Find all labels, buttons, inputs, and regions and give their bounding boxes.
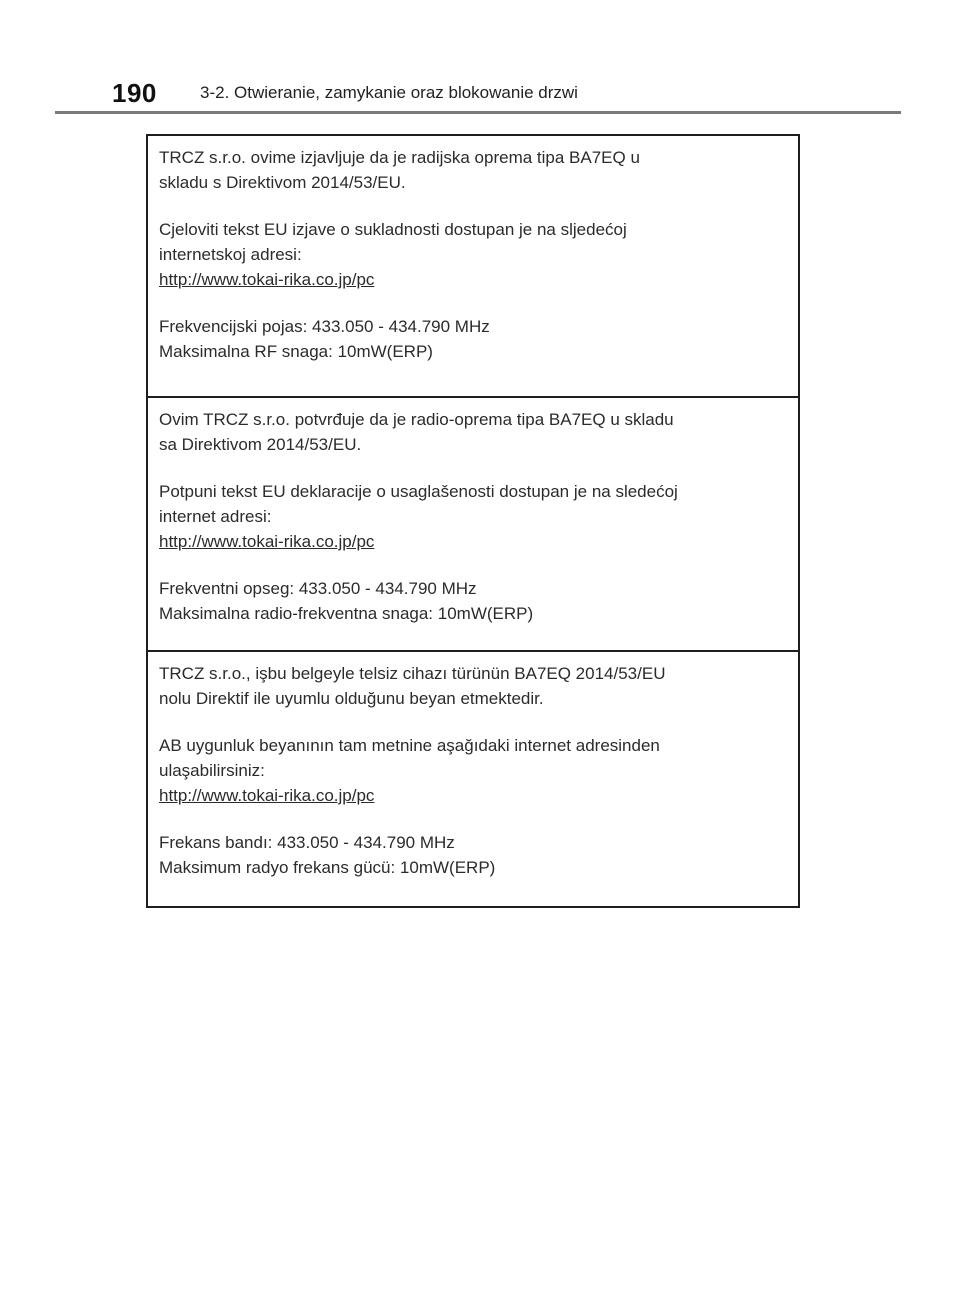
- frequency-band: Frekans bandı: 433.050 - 434.790 MHz: [159, 833, 455, 852]
- declaration-url-link[interactable]: http://www.tokai-rika.co.jp/pc: [159, 786, 375, 805]
- declaration-line: nolu Direktif ile uyumlu olduğunu beyan etmektedir.: [159, 689, 544, 708]
- declaration-url-link[interactable]: http://www.tokai-rika.co.jp/pc: [159, 532, 375, 551]
- page-header: [0, 78, 960, 112]
- notice-block-turkish: [148, 652, 798, 908]
- max-power: Maksimalna radio-frekventna snaga: 10mW(ERP): [159, 604, 534, 623]
- fulltext-line: Cjeloviti tekst EU izjave o sukladnosti dostupan je na sljedećoj: [159, 220, 627, 239]
- declaration-line: TRCZ s.r.o., işbu belgeyle telsiz cihazı türünün BA7EQ 2014/53/EU: [159, 664, 666, 683]
- fulltext-line: internetskoj adresi:: [159, 245, 302, 264]
- max-power: Maksimalna RF snaga: 10mW(ERP): [159, 342, 433, 361]
- declaration-line: TRCZ s.r.o. ovime izjavljuje da je radijska oprema tipa BA7EQ u: [159, 148, 640, 167]
- frequency-band: Frekvencijski pojas: 433.050 - 434.790 MHz: [159, 317, 490, 336]
- declaration-url-link[interactable]: http://www.tokai-rika.co.jp/pc: [159, 270, 375, 289]
- notice-block-croatian: [148, 136, 798, 398]
- radio-equipment-notice: [146, 134, 800, 908]
- fulltext-line: AB uygunluk beyanının tam metnine aşağıdaki internet adresinden: [159, 736, 660, 755]
- declaration-line: Ovim TRCZ s.r.o. potvrđuje da je radio-oprema tipa BA7EQ u skladu: [159, 410, 674, 429]
- declaration-line: skladu s Direktivom 2014/53/EU.: [159, 173, 406, 192]
- max-power: Maksimum radyo frekans gücü: 10mW(ERP): [159, 858, 496, 877]
- fulltext-line: internet adresi:: [159, 507, 272, 526]
- fulltext-line: ulaşabilirsiniz:: [159, 761, 265, 780]
- notice-block-serbian: [148, 398, 798, 652]
- frequency-band: Frekventni opseg: 433.050 - 434.790 MHz: [159, 579, 477, 598]
- fulltext-line: Potpuni tekst EU deklaracije o usaglašenosti dostupan je na sledećoj: [159, 482, 678, 501]
- page-number: 190: [112, 78, 157, 108]
- header-divider: [55, 111, 901, 114]
- section-title: 3-2. Otwieranie, zamykanie oraz blokowanie drzwi: [200, 83, 578, 102]
- declaration-line: sa Direktivom 2014/53/EU.: [159, 435, 362, 454]
